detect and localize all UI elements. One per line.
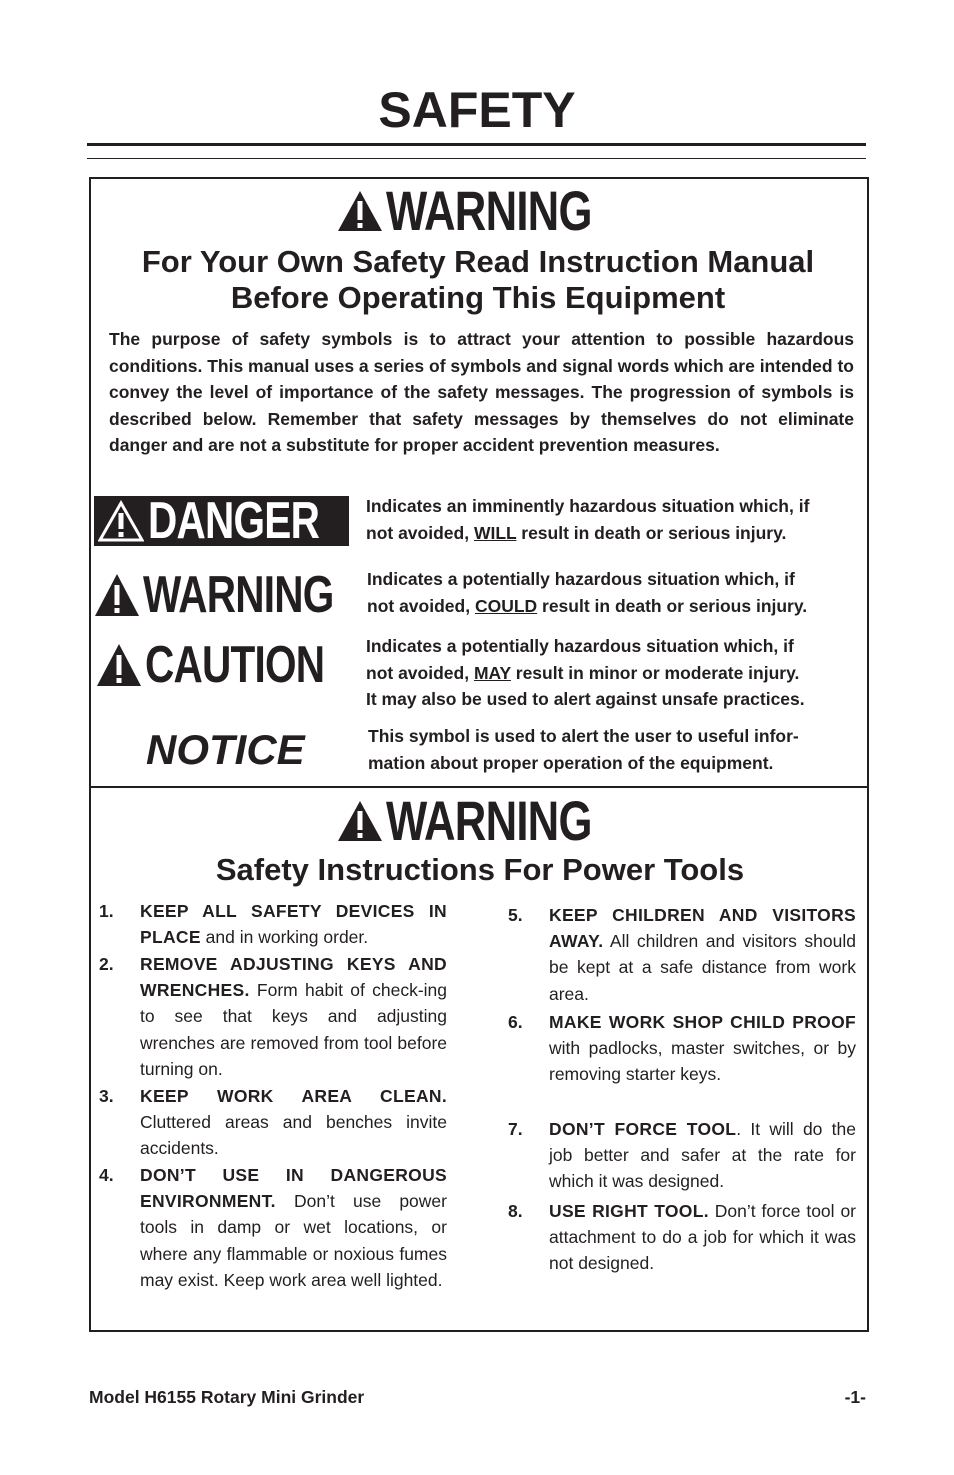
manual-subheading-line2: Before Operating This Equipment xyxy=(230,280,726,315)
item-bold: DON’T FORCE TOOL xyxy=(549,1119,737,1139)
title-rule-thick xyxy=(87,143,866,146)
notice-label: NOTICE xyxy=(146,726,305,773)
danger-definition xyxy=(366,493,809,546)
caution-def-line1: Indicates a potentially hazardous situation which, if xyxy=(366,636,794,656)
intro-paragraph: The purpose of safety symbols is to attract your attention to possible hazardous conditions. This manual uses a series of symbols and signal words which are intended to convey the level of importance of the safety messages. The progression of symbols is described below. Remember that safety messages by themselves do not eliminate danger and are not a substitute for proper accident prevention measures. xyxy=(109,329,854,455)
caution-triangle-icon xyxy=(96,643,142,687)
item-text: with padlocks, master switches, or by removing starter keys. xyxy=(549,1038,856,1085)
danger-def-pre: not avoided, xyxy=(366,522,474,543)
manual-subheading-line1: For Your Own Safety Read Instruction Manual xyxy=(141,244,815,279)
item-bold: KEEP ALL SAFETY DEVICES IN PLACE xyxy=(140,901,447,948)
item-text: . It will do the job better and safer at the rate for which it was designed. xyxy=(549,1119,856,1192)
item-bold: MAKE WORK SHOP CHILD PROOF xyxy=(549,1012,856,1032)
item-number: 5. xyxy=(508,905,523,925)
page-title: SAFETY xyxy=(378,82,576,138)
warning-heading-label: WARNING xyxy=(386,179,592,242)
notice-definition xyxy=(368,723,799,776)
caution-definition xyxy=(366,633,805,713)
footer-page-number: -1- xyxy=(844,1387,866,1407)
caution-def-post: result in minor or moderate injury. xyxy=(510,662,800,683)
danger-def-post: result in death or serious injury. xyxy=(516,522,787,543)
caution-badge xyxy=(96,636,375,694)
item-text: Don’t use power tools in damp or wet locations, or where any flammable or noxious fumes may exist. Keep work area well lighted. xyxy=(140,1191,447,1290)
item-text: Don’t force tool or attachment to do a job for which it was not designed. xyxy=(549,1201,857,1274)
danger-label: DANGER xyxy=(148,492,320,550)
item-text: Form habit of check-ing to see that keys and adjusting wrenches are removed from tool before turning on. xyxy=(140,980,447,1079)
footer-model: Model H6155 Rotary Mini Grinder xyxy=(89,1387,365,1407)
item-number: 4. xyxy=(99,1165,114,1185)
danger-def-line1: Indicates an imminently hazardous situation which, if xyxy=(366,496,810,516)
danger-badge xyxy=(94,492,349,550)
caution-def-pre: not avoided, xyxy=(366,662,474,683)
item-number: 1. xyxy=(99,901,114,921)
item-number: 2. xyxy=(99,954,114,974)
warning-heading xyxy=(337,179,650,242)
warning-heading-2 xyxy=(337,789,650,852)
warning-triangle-icon xyxy=(337,800,383,842)
caution-def-line2 xyxy=(366,660,805,687)
item-text: All children and visitors should be kept at a safe distance from work area. xyxy=(549,931,856,1004)
warning-def-line1: Indicates a potentially hazardous situation which, if xyxy=(367,569,795,589)
item-text: and in working order. xyxy=(200,927,369,948)
warning-heading-2-label: WARNING xyxy=(386,789,592,852)
item-bold: KEEP WORK AREA CLEAN. xyxy=(140,1086,447,1106)
warning-triangle-icon xyxy=(94,573,140,617)
danger-def-key: WILL xyxy=(473,522,517,543)
danger-triangle-icon xyxy=(98,500,144,542)
instructions-right-column xyxy=(508,902,856,1282)
instructions-left-column xyxy=(99,898,447,1328)
item-number: 7. xyxy=(508,1119,523,1139)
power-tools-subheading: Safety Instructions For Power Tools xyxy=(215,852,745,887)
item-number: 6. xyxy=(508,1012,523,1032)
warning-def-line2 xyxy=(367,593,807,620)
item-bold: REMOVE ADJUSTING KEYS AND WRENCHES. xyxy=(140,954,447,1001)
warning-definition xyxy=(367,566,807,619)
item-number: 8. xyxy=(508,1201,523,1221)
caution-def-key: MAY xyxy=(473,662,511,683)
warning-triangle-icon xyxy=(337,190,383,232)
notice-def-line1: This symbol is used to alert the user to useful infor- xyxy=(368,726,799,746)
danger-def-line2 xyxy=(366,520,809,547)
warning-def-post: result in death or serious injury. xyxy=(537,595,808,616)
caution-def-line3: It may also be used to alert against unsafe practices. xyxy=(366,689,805,709)
manual-subheading xyxy=(100,244,856,316)
warning-def-pre: not avoided, xyxy=(367,595,475,616)
title-rule-thin xyxy=(87,158,866,159)
item-bold: KEEP CHILDREN AND VISITORS AWAY. xyxy=(549,905,856,952)
warning-badge xyxy=(94,566,387,624)
item-bold: USE RIGHT TOOL. xyxy=(549,1201,709,1221)
notice-def-line2: mation about proper operation of the equipment. xyxy=(368,752,774,773)
item-number: 3. xyxy=(99,1086,114,1106)
item-text: Cluttered areas and benches invite accidents. xyxy=(140,1112,447,1159)
warning-def-key: COULD xyxy=(474,595,538,616)
caution-label: CAUTION xyxy=(145,636,325,694)
item-bold: DON’T USE IN DANGEROUS ENVIRONMENT. xyxy=(140,1165,447,1212)
warning-label: WARNING xyxy=(143,566,334,624)
